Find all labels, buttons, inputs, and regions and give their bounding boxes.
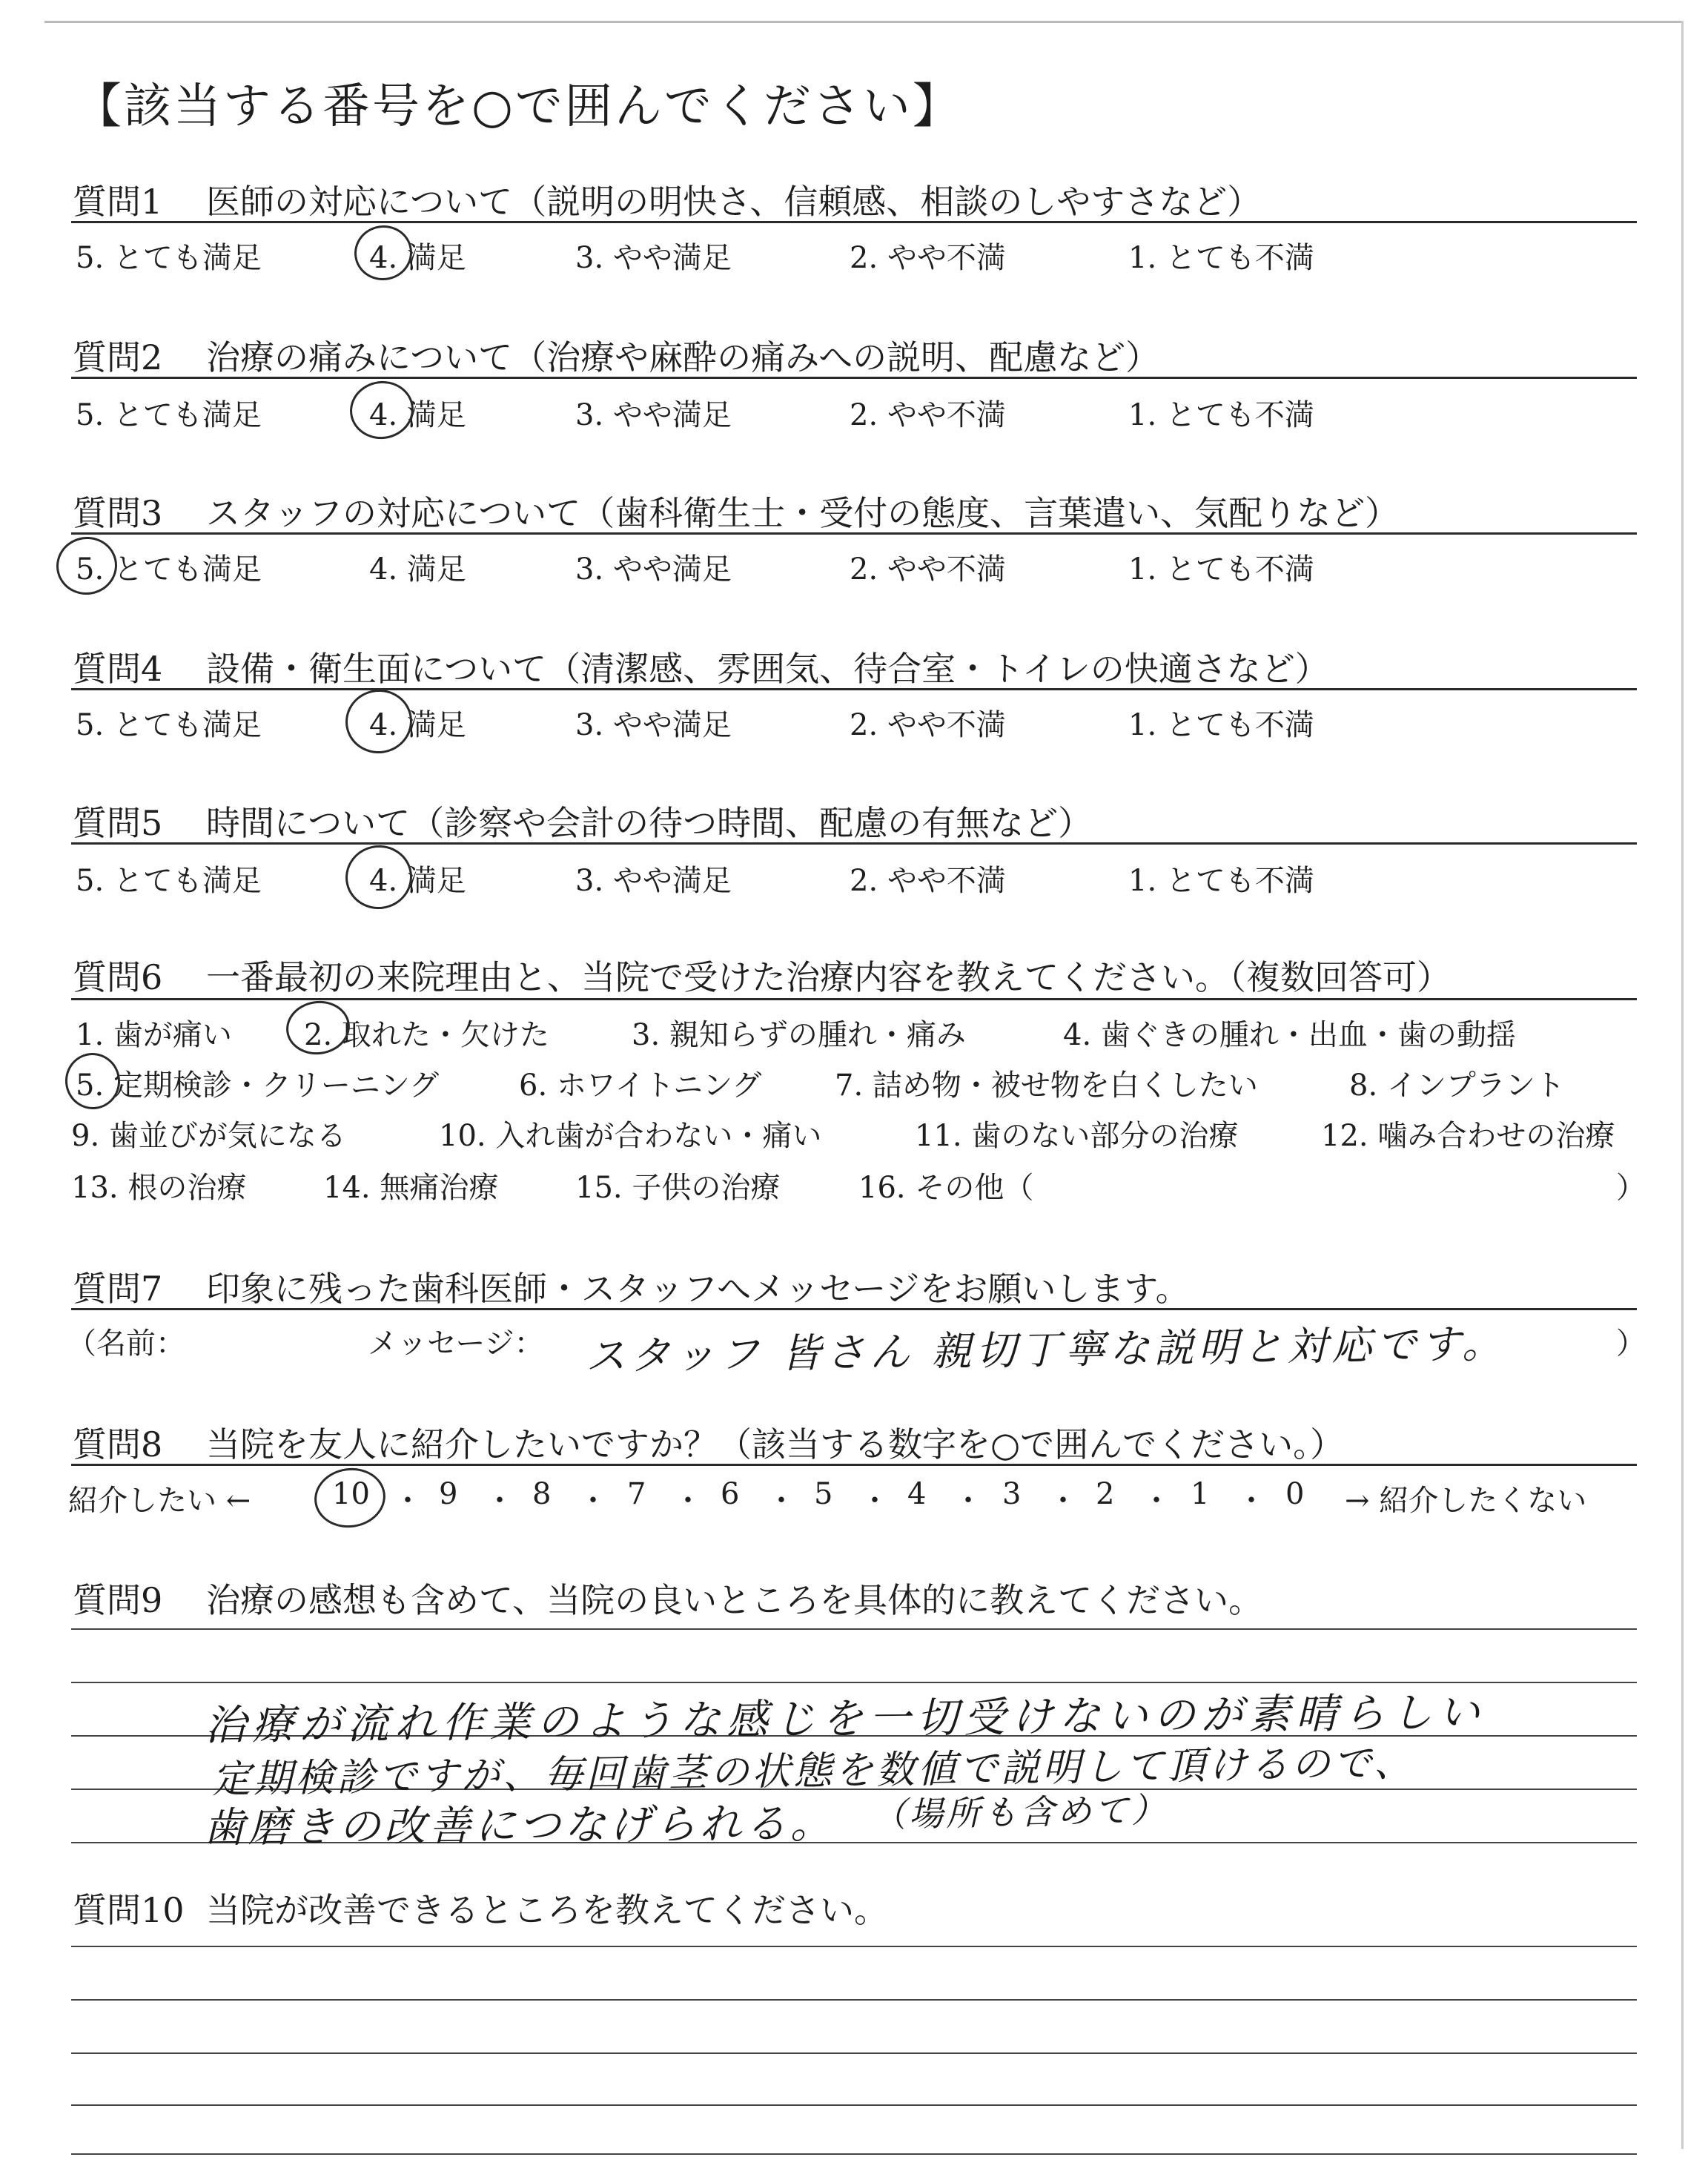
q4-option-1[interactable]: 1. とても不満 bbox=[1128, 708, 1314, 742]
q7-close-paren: ） bbox=[1616, 1327, 1646, 1361]
q6-option-6[interactable]: 6. ホワイトニング bbox=[519, 1069, 762, 1103]
q6-heading bbox=[73, 951, 1451, 1000]
q4-rule bbox=[71, 688, 1637, 690]
q5-number: 質問5 bbox=[73, 803, 163, 843]
q9-number: 質問9 bbox=[73, 1580, 163, 1620]
q6-option-14[interactable]: 14. 無痛治療 bbox=[323, 1171, 499, 1205]
q8-sep: ・ bbox=[860, 1484, 890, 1518]
q8-scale-4[interactable]: 4 bbox=[907, 1477, 927, 1511]
q5-option-2[interactable]: 2. やや不満 bbox=[850, 864, 1006, 898]
q8-sep: ・ bbox=[953, 1484, 983, 1518]
q5-text: 時間について（診察や会計の待つ時間、配慮の有無など） bbox=[206, 803, 1093, 843]
q5-option-3[interactable]: 3. やや満足 bbox=[575, 864, 732, 898]
form-title: 【該当する番号を○で囲んでください】 bbox=[74, 79, 962, 134]
q2-text: 治療の痛みについて（治療や麻酔の痛みへの説明、配慮など） bbox=[206, 337, 1160, 377]
q5-rule bbox=[71, 842, 1637, 845]
q9-handwritten-note: （場所も含めて） bbox=[871, 1789, 1169, 1835]
q8-selection-circle bbox=[311, 1464, 389, 1533]
q6-option-7[interactable]: 7. 詰め物・被せ物を白くしたい bbox=[835, 1069, 1258, 1103]
q1-text: 医師の対応について（説明の明快さ、信頼感、相談のしやすさなど） bbox=[206, 182, 1262, 222]
q2-option-5[interactable]: 5. とても満足 bbox=[76, 398, 262, 432]
q6-option-16[interactable]: 16. その他（ bbox=[858, 1171, 1034, 1205]
q6-text: 一番最初の来院理由と、当院で受けた治療内容を教えてください。（複数回答可） bbox=[206, 957, 1451, 997]
q2-rule bbox=[71, 377, 1637, 379]
q5-option-1[interactable]: 1. とても不満 bbox=[1128, 864, 1314, 898]
q2-option-2[interactable]: 2. やや不満 bbox=[850, 398, 1006, 432]
q5-heading bbox=[73, 796, 1092, 845]
q6-option-3[interactable]: 3. 親知らずの腫れ・痛み bbox=[632, 1018, 966, 1052]
q10-answer-line bbox=[71, 1999, 1637, 2001]
q1-option-3[interactable]: 3. やや満足 bbox=[575, 241, 732, 275]
q8-scale-2[interactable]: 2 bbox=[1096, 1477, 1115, 1511]
q9-answer-line bbox=[71, 1628, 1637, 1630]
q1-heading bbox=[73, 175, 1261, 224]
q5-option-5[interactable]: 5. とても満足 bbox=[76, 864, 262, 898]
q8-scale-0[interactable]: 0 bbox=[1285, 1477, 1305, 1511]
q10-answer-line bbox=[71, 2153, 1637, 2155]
q3-number: 質問3 bbox=[73, 493, 163, 533]
q8-sep: ・ bbox=[767, 1484, 796, 1518]
q8-sep: ・ bbox=[1048, 1484, 1078, 1518]
q1-option-2[interactable]: 2. やや不満 bbox=[850, 241, 1006, 275]
q8-scale-7[interactable]: 7 bbox=[627, 1477, 646, 1511]
q4-option-2[interactable]: 2. やや不満 bbox=[850, 708, 1006, 742]
q2-option-3[interactable]: 3. やや満足 bbox=[575, 398, 732, 432]
q8-scale-9[interactable]: 9 bbox=[439, 1477, 458, 1511]
q7-rule bbox=[71, 1308, 1637, 1310]
q4-option-4[interactable]: 4. 満足 bbox=[369, 708, 466, 742]
q10-answer-line bbox=[71, 2052, 1637, 2054]
q2-heading bbox=[73, 331, 1159, 380]
q8-scale-3[interactable]: 3 bbox=[1002, 1477, 1022, 1511]
q7-text: 印象に残った歯科医師・スタッフへメッセージをお願いします。 bbox=[206, 1269, 1190, 1309]
q7-message-label: メッセージ： bbox=[368, 1327, 544, 1361]
q3-option-5[interactable]: 5. とても満足 bbox=[76, 552, 262, 587]
scan-border-right bbox=[1681, 21, 1684, 2149]
q6-other-close-paren: ） bbox=[1616, 1171, 1646, 1205]
q8-right-label: → 紹介したくない bbox=[1345, 1484, 1587, 1518]
q1-number: 質問1 bbox=[73, 182, 163, 222]
q8-sep: ・ bbox=[578, 1484, 608, 1518]
q8-sep: ・ bbox=[1142, 1484, 1171, 1518]
q10-answer-line bbox=[71, 2104, 1637, 2106]
q8-sep: ・ bbox=[1237, 1484, 1266, 1518]
scan-border-top bbox=[44, 21, 1683, 23]
q4-selection-circle bbox=[341, 685, 416, 758]
q2-option-4[interactable]: 4. 満足 bbox=[369, 398, 466, 432]
q3-option-3[interactable]: 3. やや満足 bbox=[575, 552, 732, 587]
q4-heading bbox=[73, 642, 1329, 691]
q4-number: 質問4 bbox=[73, 649, 163, 689]
q8-heading bbox=[73, 1418, 1344, 1467]
q6-rule bbox=[71, 998, 1637, 1000]
q3-text: スタッフの対応について（歯科衛生士・受付の態度、言葉遣い、気配りなど） bbox=[206, 493, 1400, 533]
q3-option-2[interactable]: 2. やや不満 bbox=[850, 552, 1006, 587]
q5-selection-circle bbox=[341, 841, 416, 914]
q2-option-1[interactable]: 1. とても不満 bbox=[1128, 398, 1314, 432]
q6-option-13[interactable]: 13. 根の治療 bbox=[71, 1171, 247, 1205]
q10-number: 質問10 bbox=[73, 1890, 185, 1930]
q2-number: 質問2 bbox=[73, 337, 163, 377]
q8-scale-6[interactable]: 6 bbox=[721, 1477, 740, 1511]
q9-handwritten-line-1: 治療が流れ作業のような感じを一切受けないのが素晴らしい bbox=[204, 1688, 1486, 1751]
q3-selection-circle bbox=[53, 533, 121, 599]
q6-option-8[interactable]: 8. インプラント bbox=[1349, 1069, 1565, 1103]
q10-heading bbox=[73, 1883, 888, 1932]
q8-number: 質問8 bbox=[73, 1424, 163, 1464]
q6-option-9[interactable]: 9. 歯並びが気になる bbox=[71, 1119, 346, 1153]
q4-option-3[interactable]: 3. やや満足 bbox=[575, 708, 732, 742]
q9-handwritten-line-3: 歯磨きの改善につなげられる。 bbox=[202, 1800, 836, 1852]
q8-sep: ・ bbox=[485, 1484, 514, 1518]
q6-option-10[interactable]: 10. 入れ歯が合わない・痛い bbox=[439, 1119, 822, 1153]
q1-option-4[interactable]: 4. 満足 bbox=[369, 241, 466, 275]
q3-rule bbox=[71, 532, 1637, 535]
q4-text: 設備・衛生面について（清潔感、雰囲気、待合室・トイレの快適さなど） bbox=[206, 649, 1329, 689]
q1-rule bbox=[71, 221, 1637, 223]
q10-text: 当院が改善できるところを教えてください。 bbox=[206, 1890, 888, 1930]
q10-answer-line bbox=[71, 1946, 1637, 1947]
q6-option-12[interactable]: 12. 噛み合わせの治療 bbox=[1321, 1119, 1615, 1153]
q8-left-label: 紹介したい ← bbox=[68, 1484, 251, 1518]
q6-option-15[interactable]: 15. 子供の治療 bbox=[575, 1171, 781, 1205]
q8-sep: ・ bbox=[673, 1484, 703, 1518]
q7-heading bbox=[73, 1262, 1190, 1311]
q5-option-4[interactable]: 4. 満足 bbox=[369, 864, 466, 898]
q9-text: 治療の感想も含めて、当院の良いところを具体的に教えてください。 bbox=[206, 1580, 1263, 1620]
q3-heading bbox=[73, 486, 1399, 535]
q3-option-1[interactable]: 1. とても不満 bbox=[1128, 552, 1314, 587]
q8-rule bbox=[71, 1464, 1637, 1466]
q8-sep: ・ bbox=[393, 1484, 423, 1518]
q8-text: 当院を友人に紹介したいですか？（該当する数字を○で囲んでください。） bbox=[206, 1424, 1345, 1464]
q7-number: 質問7 bbox=[73, 1269, 163, 1309]
q3-option-4[interactable]: 4. 満足 bbox=[369, 552, 466, 587]
q6-option-1[interactable]: 1. 歯が痛い bbox=[76, 1018, 232, 1052]
q9-heading bbox=[73, 1573, 1262, 1622]
q1-option-1[interactable]: 1. とても不満 bbox=[1128, 241, 1314, 275]
q6-option-2[interactable]: 2. 取れた・欠けた bbox=[304, 1018, 549, 1052]
q1-option-5[interactable]: 5. とても満足 bbox=[76, 241, 262, 275]
q7-name-label: （名前： bbox=[67, 1327, 185, 1361]
q6-option-4[interactable]: 4. 歯ぐきの腫れ・出血・歯の動揺 bbox=[1063, 1018, 1516, 1052]
q7-handwritten-message: スタッフ 皆さん 親切丁寧な説明と対応です。 bbox=[585, 1320, 1507, 1380]
q8-scale-5[interactable]: 5 bbox=[814, 1477, 833, 1511]
q4-option-5[interactable]: 5. とても満足 bbox=[76, 708, 262, 742]
q8-scale-1[interactable]: 1 bbox=[1191, 1477, 1210, 1511]
q9-handwritten-line-2: 定期検診ですが、毎回歯茎の状態を数値で説明して頂けるので、 bbox=[211, 1740, 1416, 1803]
q6-option-5[interactable]: 5. 定期検診・クリーニング bbox=[76, 1069, 440, 1103]
q8-scale-10[interactable]: 10 bbox=[332, 1477, 370, 1511]
q6-number: 質問6 bbox=[73, 957, 163, 997]
q6-option-11[interactable]: 11. 歯のない部分の治療 bbox=[915, 1119, 1239, 1153]
q8-scale-8[interactable]: 8 bbox=[532, 1477, 552, 1511]
